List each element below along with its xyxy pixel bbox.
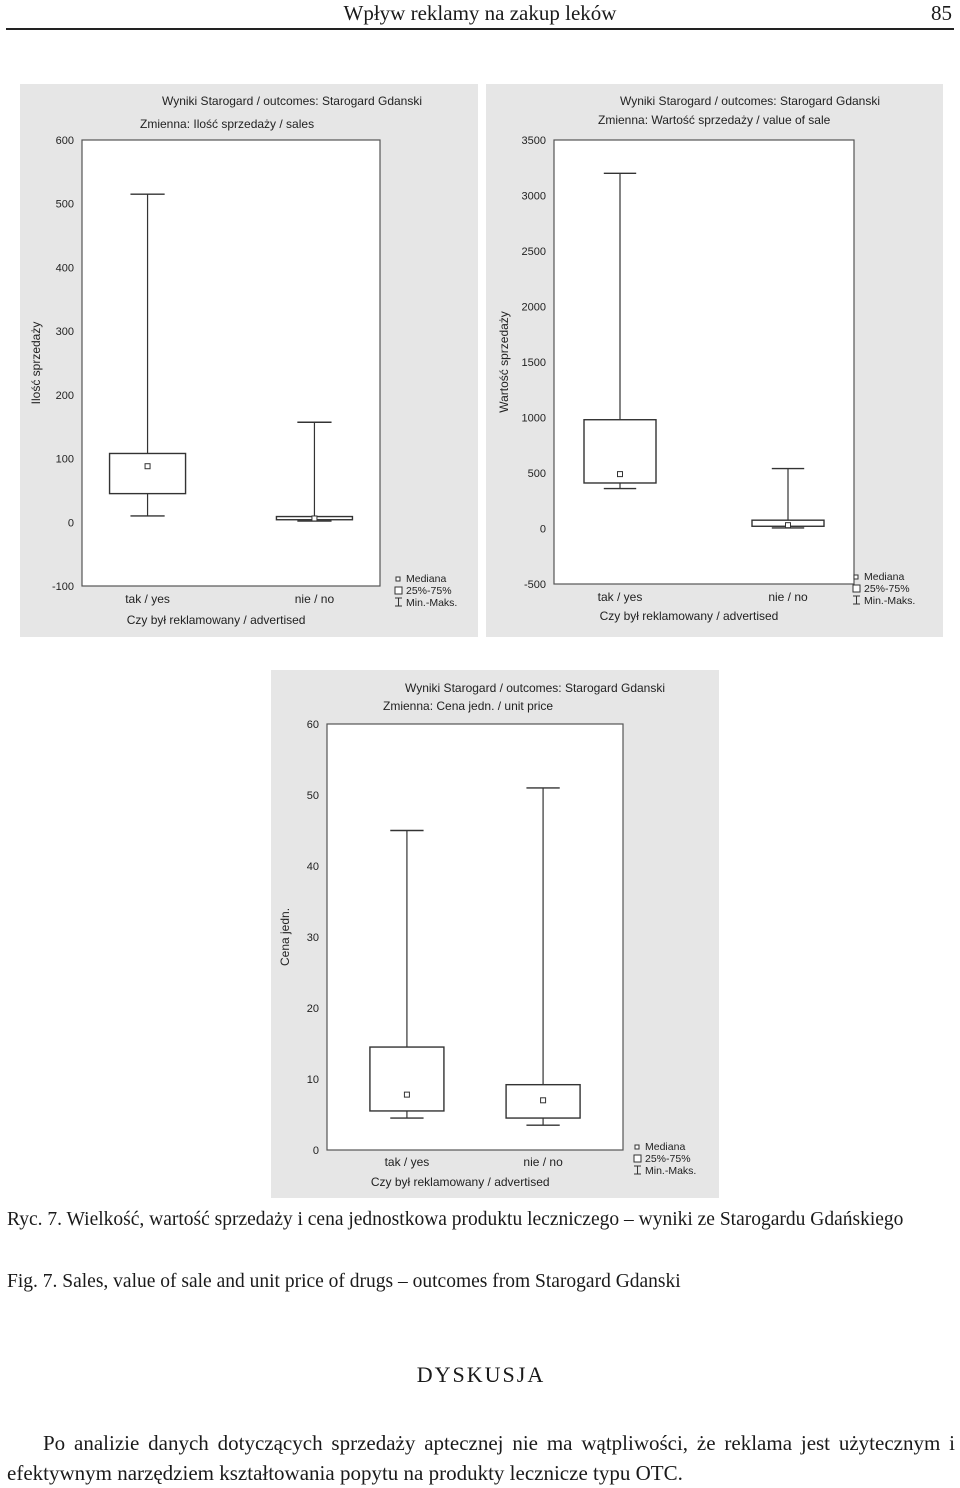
legend-box-label: 25%-75%	[406, 585, 452, 597]
legend-whisker-label: Min.-Maks.	[645, 1165, 697, 1177]
y-tick-label: 1000	[521, 412, 546, 425]
body-paragraph: Po analizie danych dotyczących sprzedaży aptecznej nie ma wątpliwości, że reklama jest użytecznym i efektywnym narzędziem kształtowania popytu na produkty lecznicze typu OTC.	[7, 1431, 955, 1485]
legend-median-label: Mediana	[406, 573, 447, 585]
y-axis-label: Ilość sprzedaży	[29, 321, 43, 405]
y-tick-label: 3000	[521, 190, 546, 203]
x-category-label: nie / no	[523, 1155, 563, 1169]
y-tick-label: 30	[306, 932, 319, 944]
x-category-label: tak / yes	[384, 1155, 430, 1169]
legend-median-icon	[635, 1145, 639, 1149]
figure-panel-unit-price	[271, 670, 719, 1198]
y-tick-label: 200	[55, 389, 74, 402]
figure-caption-en: Fig. 7. Sales, value of sale and unit price of drugs – outcomes from Starogard Gdanski	[7, 1271, 681, 1292]
median-marker	[541, 1098, 546, 1103]
x-category-label: tak / yes	[597, 590, 643, 604]
chart-title-line-2: Zmienna: Ilość sprzedaży / sales	[140, 117, 315, 131]
legend-median-label: Mediana	[864, 571, 905, 583]
legend-box-icon	[395, 587, 402, 594]
y-tick-label: 0	[312, 1145, 319, 1157]
y-tick-label: 400	[55, 262, 74, 275]
y-tick-label: 1500	[521, 357, 546, 369]
y-tick-label: -500	[523, 579, 546, 591]
chart-title-line-2: Zmienna: Wartość sprzedaży / value of sale	[598, 113, 831, 127]
chart-title-line-2: Zmienna: Cena jedn. / unit price	[383, 699, 554, 713]
legend-box-label: 25%-75%	[645, 1153, 691, 1165]
y-tick-label: 500	[55, 198, 74, 211]
figure-caption-pl: Ryc. 7. Wielkość, wartość sprzedaży i cena jednostkowa produktu leczniczego – wyniki ze Starogardu Gdańskiego	[7, 1209, 904, 1230]
median-marker	[618, 472, 623, 477]
legend-whisker-icon	[634, 1166, 641, 1174]
y-tick-label: -100	[51, 581, 74, 593]
x-category-label: nie / no	[768, 590, 808, 604]
boxplot-unit-price	[271, 670, 719, 1198]
y-tick-label: 3500	[521, 135, 546, 147]
y-tick-label: 300	[55, 326, 74, 339]
median-marker	[312, 516, 317, 521]
y-tick-label: 50	[306, 790, 319, 802]
iqr-box	[110, 453, 186, 493]
legend-median-icon	[396, 577, 400, 581]
y-tick-label: 0	[67, 517, 74, 530]
y-tick-label: 100	[55, 453, 74, 466]
legend-whisker-label: Min.-Maks.	[406, 597, 458, 609]
legend-whisker-icon	[853, 596, 860, 604]
x-category-label: nie / no	[294, 592, 335, 606]
legend-box-icon	[634, 1155, 641, 1162]
page-number: 85	[931, 1, 952, 25]
legend-box-label: 25%-75%	[864, 583, 910, 595]
boxplot-sales	[20, 84, 478, 637]
legend-whisker-icon	[395, 598, 402, 606]
figure-panel-sales	[20, 84, 478, 637]
x-axis-label: Czy był reklamowany / advertised	[126, 613, 306, 627]
header-rule	[6, 28, 954, 30]
iqr-box	[370, 1047, 444, 1111]
running-header-title: Wpływ reklamy na zakup leków	[343, 1, 617, 25]
chart-title-line-1: Wyniki Starogard / outcomes: Starogard Gdanski	[162, 94, 423, 108]
median-marker	[404, 1092, 409, 1097]
y-tick-label: 0	[539, 523, 546, 536]
x-axis-label: Czy był reklamowany / advertised	[599, 609, 779, 623]
y-tick-label: 40	[306, 861, 319, 873]
chart-title-line-1: Wyniki Starogard / outcomes: Starogard Gdanski	[405, 681, 666, 695]
y-tick-label: 2500	[521, 246, 546, 258]
y-axis-label: Wartość sprzedaży	[497, 311, 511, 413]
x-category-label: tak / yes	[125, 592, 170, 606]
section-title: DYSKUSJA	[416, 1362, 546, 1387]
boxplot-value-of-sale	[486, 84, 943, 637]
legend-median-icon	[854, 575, 858, 579]
y-tick-label: 600	[55, 135, 74, 147]
y-tick-label: 500	[527, 468, 546, 480]
legend-whisker-label: Min.-Maks.	[864, 595, 916, 607]
median-marker	[145, 464, 150, 469]
plot-area	[554, 140, 854, 584]
y-axis-label: Cena jedn.	[278, 907, 292, 967]
y-tick-label: 60	[306, 719, 319, 731]
chart-title-line-1: Wyniki Starogard / outcomes: Starogard Gdanski	[620, 94, 881, 108]
median-marker	[786, 523, 791, 528]
legend-box-icon	[853, 585, 860, 592]
y-tick-label: 2000	[521, 301, 546, 314]
legend-median-label: Mediana	[645, 1141, 686, 1153]
x-axis-label: Czy był reklamowany / advertised	[370, 1175, 550, 1189]
y-tick-label: 20	[306, 1003, 319, 1015]
figure-panel-value-of-sale	[486, 84, 943, 637]
y-tick-label: 10	[306, 1074, 319, 1086]
